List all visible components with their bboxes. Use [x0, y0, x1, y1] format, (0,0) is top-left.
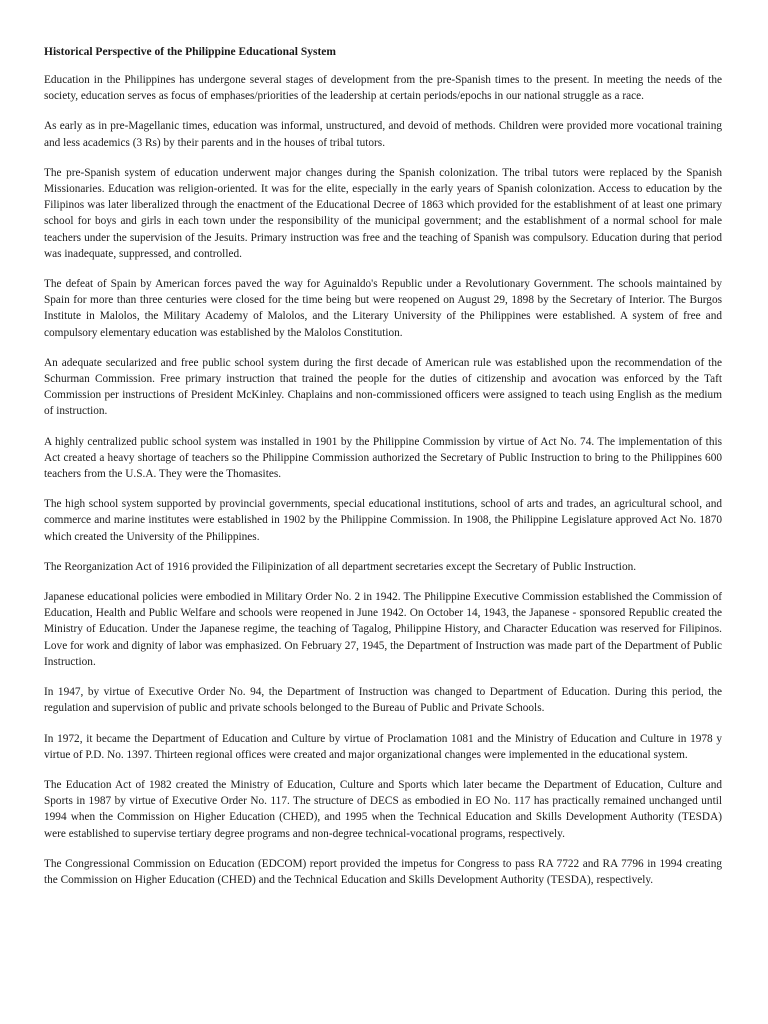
paragraph-1972: In 1972, it became the Department of Education and Culture by virtue of Proclamation 1081 and the Ministry of Education and Culture in 1978 y virtue of P.D. No. 1397. Thirteen regional offices were created and major organizational changes were implemented in the educational system. [44, 732, 722, 761]
paragraph-act-no-74: A highly centralized public school system was installed in 1901 by the Philippine Commission by virtue of Act No. 74. The implementation of this Act created a heavy shortage of teachers so the Philippine Commission authorized the Secretary of Public Instruction to bring to the Philippines 600 teachers from the U.S.A. They were the Thomasites. [44, 435, 722, 481]
paragraph-revolutionary-government: The defeat of Spain by American forces paved the way for Aguinaldo's Republic under a Revolutionary Government. The schools maintained by Spain for more than three centuries were closed for the time being but were reopened on August 29, 1898 by the Secretary of Interior. The Burgos Institute in Malolos, the Military Academy of Malolos, and the Literary University of the Philippines were established. A system of free and compulsory elementary education was established by the Malolos Constitution. [44, 278, 722, 339]
document-title: Historical Perspective of the Philippine Educational System [44, 46, 336, 58]
paragraph-pre-magellanic: As early as in pre-Magellanic times, education was informal, unstructured, and devoid of methods. Children were provided more vocational training and less academics (3 Rs) by their parents and in the houses of tribal tutors. [44, 120, 722, 149]
paragraph-edcom: The Congressional Commission on Education (EDCOM) report provided the impetus for Congress to pass RA 7722 and RA 7796 in 1994 creating the Commission on Higher Education (CHED) and the Technical Education and Skills Development Authority (TESDA), respectively. [44, 857, 722, 886]
paragraph-reorganization-act: The Reorganization Act of 1916 provided the Filipinization of all department secretaries except the Secretary of Public Instruction. [44, 560, 637, 573]
paragraph-introduction: Education in the Philippines has undergone several stages of development from the pre-Spanish times to the present. In meeting the needs of the society, education serves as focus of emphases/priorities of the leadership at certain periods/epochs in our national struggle as a race. [44, 74, 722, 103]
paragraph-american-rule: An adequate secularized and free public school system during the first decade of American rule was established upon the recommendation of the Schurman Commission. Free primary instruction that trained the people for the duties of citizenship and avocation was enforced by the Taft Commission per instructions of President McKinley. Chaplains and non-commissioned officers were assigned to teach using English as the medium of instruction. [44, 356, 722, 418]
document-page [44, 44, 722, 902]
paragraph-japanese-period: Japanese educational policies were embodied in Military Order No. 2 in 1942. The Philippine Executive Commission established the Commission of Education, Health and Public Welfare and schools were reopened in June 1942. On October 14, 1943, the Japanese - sponsored Republic created the Ministry of Education. Under the Japanese regime, the teaching of Tagalog, Philippine History, and Character Education was reserved for Filipinos. Love for work and dignity of labor was emphasized. On February 27, 1945, the Department of Instruction was made part of the Department of Public Instruction. [44, 591, 722, 668]
paragraph-1947: In 1947, by virtue of Executive Order No. 94, the Department of Instruction was changed to Department of Education. During this period, the regulation and supervision of public and private schools belonged to the Bureau of Public and Private Schools. [44, 686, 722, 715]
paragraph-spanish-colonization: The pre-Spanish system of education underwent major changes during the Spanish colonization. The tribal tutors were replaced by the Spanish Missionaries. Education was religion-oriented. It was for the elite, especially in the early years of Spanish colonization. Access to education by the Filipinos was later liberalized through the enactment of the Educational Decree of 1863 which provided for the establishment of at least one primary school for boys and girls in each town under the responsibility of the municipal government; and the establishment of a normal school for male teachers under the supervision of the Jesuits. Primary instruction was free and the teaching of Spanish was compulsory. Education during that period was inadequate, suppressed, and controlled. [44, 166, 722, 260]
paragraph-education-act-1982: The Education Act of 1982 created the Ministry of Education, Culture and Sports which later became the Department of Education, Culture and Sports in 1987 by virtue of Executive Order No. 117. The structure of DECS as embodied in EO No. 117 has practically remained unchanged until 1994 when the Commission on Higher Education (CHED), and 1995 when the Technical Education and Skills Development Authority (TESDA) were established to supervise tertiary degree programs and non-degree technical-vocational programs, respectively. [44, 778, 722, 840]
paragraph-high-school-system: The high school system supported by provincial governments, special educational institutions, school of arts and trades, an agricultural school, and commerce and marine institutes were established in 1902 by the Philippine Commission. In 1908, the Philippine Legislature approved Act No. 1870 which created the University of the Philippines. [44, 498, 722, 543]
